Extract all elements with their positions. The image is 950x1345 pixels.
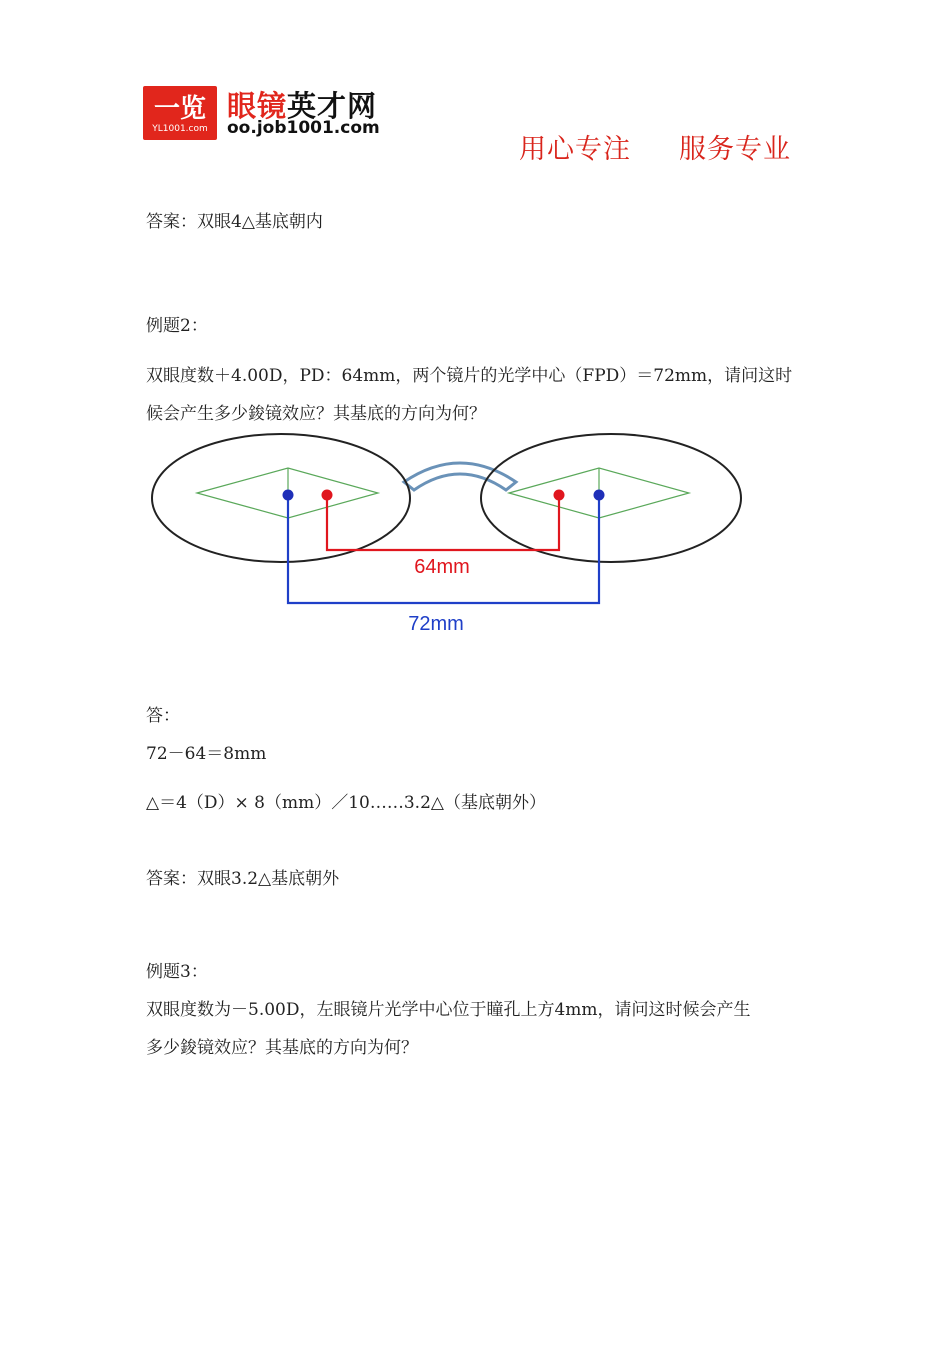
fpd-label: 72mm [408, 613, 464, 635]
logo-title-highlight: 眼镜 [227, 89, 288, 123]
pd-line [327, 495, 559, 550]
calculation-2: △＝4（D）× 8（mm）／10……3.2△（基底朝外） [146, 793, 546, 813]
answer-2: 答案：双眼3.2△基底朝外 [146, 869, 340, 889]
example-2-question-line-1: 双眼度数＋4.00D，PD：64mm，两个镜片的光学中心（FPD）＝72mm，请问这时 [146, 366, 793, 386]
brand-logo[interactable] [143, 84, 393, 144]
example-2-title: 例题2： [146, 316, 208, 336]
right-lens [481, 434, 741, 562]
logo-title-rest: 英才网 [287, 89, 378, 123]
left-optical-center-dot [283, 490, 294, 501]
right-pupil-dot [554, 490, 565, 501]
calculation-1: 72－64＝8mm [146, 744, 267, 764]
bridge-shape [404, 463, 516, 490]
example-3-title: 例题3： [146, 962, 208, 982]
slogan-right: 服务专业 [679, 134, 791, 165]
slogan-left: 用心专注 [519, 134, 631, 165]
example-3-question-line-2: 多少鋑镜效应？其基底的方向为何？ [146, 1038, 418, 1058]
logo-badge-text: 一览 [153, 94, 206, 124]
answer-label: 答： [146, 706, 180, 726]
answer-1: 答案：双眼4△基底朝内 [146, 212, 323, 232]
example-3-question-line-1: 双眼度数为－5.00D，左眼镜片光学中心位于瞳孔上方4mm，请问这时候会产生 [146, 1000, 751, 1020]
left-lens [152, 434, 410, 562]
example-2-question-line-2: 候会产生多少鋑镜效应？其基底的方向为何？ [146, 404, 486, 424]
pd-label: 64mm [414, 556, 470, 578]
right-optical-center-dot [594, 490, 605, 501]
logo-url: oo.job1001.com [227, 118, 380, 138]
logo-badge [143, 86, 217, 140]
lens-diagram [140, 432, 760, 647]
logo-badge-domain: YL1001.com [152, 124, 208, 134]
left-pupil-dot [322, 490, 333, 501]
